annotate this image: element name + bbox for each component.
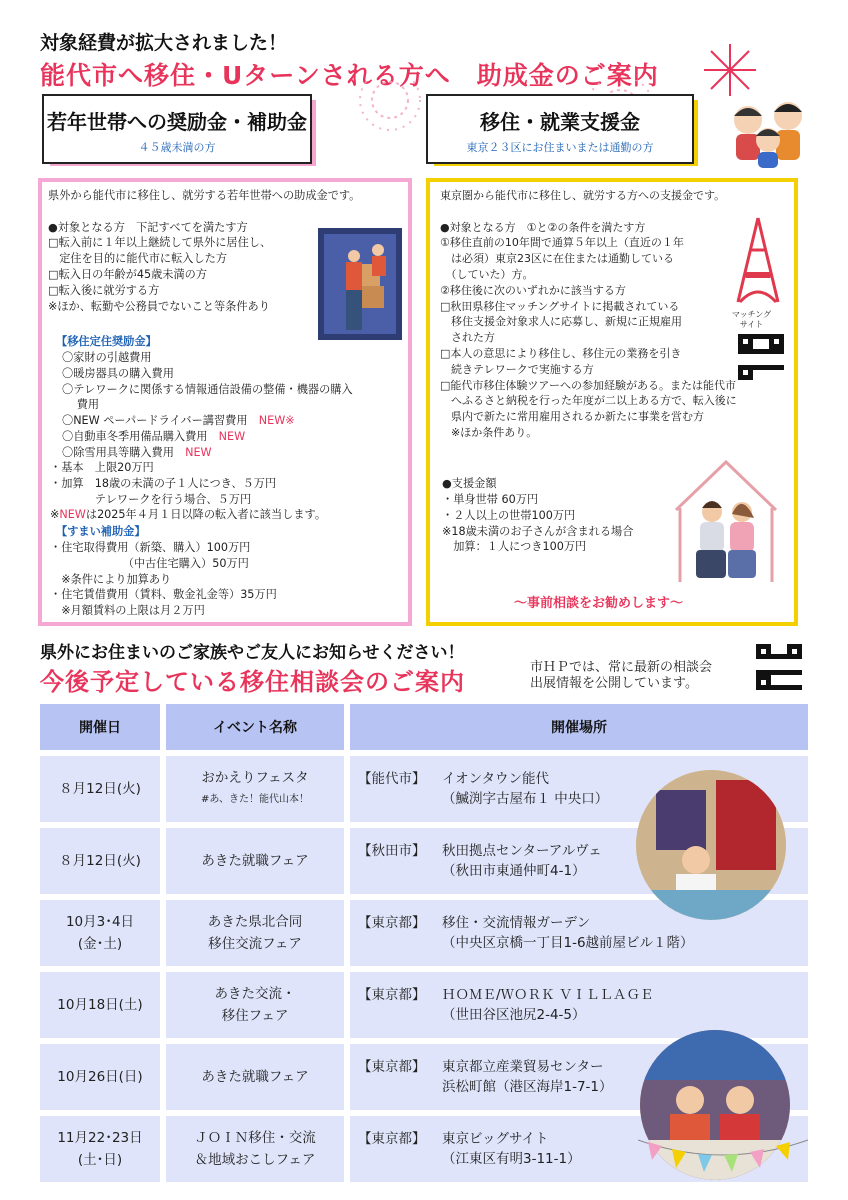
event-place-line: 移住・交流情報ガーデン (442, 915, 591, 931)
right-line (440, 204, 737, 220)
left-line: 県外から能代市に移住し、就労する若年世帯への助成金です。 (48, 189, 361, 202)
new-badge: NEW (185, 445, 212, 459)
left-line: □転入後に就労する方 (48, 283, 160, 297)
panel-employment-support (426, 178, 798, 626)
event-place-line: 浜松町館（港区海岸1-7-1） (442, 1079, 613, 1095)
tab-right (426, 94, 694, 164)
event-date-line: ８月12日(火) (59, 853, 141, 869)
event-name-line: 移住フェア (221, 1008, 289, 1024)
column-header: 開催場所 (350, 704, 808, 750)
housing-header: 【すまい補助金】 (56, 525, 146, 538)
right-line: 県内で新たに常用雇用されるか新たに事業を営む方 (440, 410, 704, 424)
event-place-line: （江東区有明3-11-1） (442, 1151, 581, 1167)
incentive-list (62, 350, 353, 461)
incentive-item: 〇テレワークに関係する情報通信設備の整備・機器の購入 (62, 382, 353, 396)
event-date-line: ８月12日(火) (59, 781, 141, 797)
right-line: （していた）方。 (440, 267, 534, 281)
tab-right-title: 移住・就業支援金 (480, 110, 640, 134)
new-note-badge: NEW (59, 508, 86, 522)
matching-site-qr-code[interactable] (738, 334, 784, 380)
column-header: 開催日 (40, 704, 160, 750)
housing-line: ・住宅取得費用（新築、購入）100万円 (50, 541, 251, 554)
event-name (160, 972, 350, 1038)
right-line: された方 (440, 331, 495, 345)
event-place-tag: 【東京都】 (358, 1059, 426, 1075)
event-place-line: （鰄渕字古屋布１ 中央口） (442, 791, 609, 807)
events-sub-title: 県外にお住まいのご家族やご友人にお知らせください！ (40, 643, 465, 663)
left-line: ●対象となる方 下記すべてを満たす方 (48, 220, 248, 234)
new-item-text: 〇自動車冬季用備品購入費用 (62, 429, 208, 443)
incentive-item-new (62, 445, 353, 461)
event-name-line: あきた就職フェア (201, 1069, 309, 1085)
support-amount-line: ・２人以上の世帯100万円 (442, 508, 576, 522)
events-main-title: 今後予定している移住相談会のご案内 (40, 668, 465, 696)
event-date (40, 900, 160, 966)
event-date-line: (土･日) (77, 1152, 123, 1168)
right-line: ①移住直前の10年間で通算５年以上（直近の１年 (440, 236, 684, 250)
tab-right-sub: 東京２３区にお住まいまたは通勤の方 (466, 141, 654, 154)
event-name-line: #あ、きた！能代山本！ (201, 794, 309, 805)
event-place-line: ＨＯＭＥ/ＷＯＲＫ ＶＩＬＬＡＧＥ (442, 987, 654, 1003)
right-line: 東京圏から能代市に移住し、就労する方への支援金です。 (440, 189, 726, 202)
matching-site-label: マッチング サイト (732, 310, 772, 329)
tab-left (42, 94, 312, 164)
event-name (160, 1116, 350, 1182)
hp-note-line: 出展情報を公開しています。 (530, 676, 698, 691)
right-line: へふるさと納税を行った年度が二以上ある方で、転入後に (440, 394, 737, 408)
right-line: 移住支援金対象求人に応募し、新規に正規雇用 (440, 315, 682, 329)
housing-list (50, 540, 277, 619)
left-line: □転入日の年齢が45歳未満の方 (48, 267, 208, 281)
event-place-line: （世田谷区池尻2-4-5） (442, 1007, 586, 1023)
left-line: 定住を目的に能代市に転入した方 (48, 252, 228, 266)
hp-note-line: 市ＨＰでは、常に最新の相談会 (530, 660, 713, 675)
event-place-tag: 【東京都】 (358, 987, 426, 1003)
event-place-line: 東京都立産業貿易センター (442, 1059, 604, 1075)
support-amount-line: 加算：１人につき100万円 (442, 540, 587, 554)
header-small-title: 対象経費が拡大されました！ (40, 32, 288, 54)
right-amount-list (442, 492, 633, 555)
event-name (160, 900, 350, 966)
right-line: 続きテレワークで実施する方 (440, 362, 594, 376)
event-name-line: 移住交流フェア (208, 936, 302, 952)
new-note-rest: は2025年４月１日以降の転入者に該当します。 (85, 508, 327, 522)
tab-left-title: 若年世帯への奨励金・補助金 (47, 110, 307, 134)
event-name (160, 756, 350, 822)
new-note (50, 507, 326, 523)
event-date-line: 10月18日(土) (57, 997, 143, 1013)
event-name-line: あきた県北合同 (207, 914, 303, 930)
qr-module (797, 685, 802, 690)
event-date-line: 10月3･4日 (65, 914, 135, 930)
incentive-header: 【移住定住奨励金】 (56, 335, 157, 348)
housing-line: ※条件により加算あり (50, 572, 172, 586)
event-date (40, 756, 160, 822)
incentive-item-new (62, 413, 353, 429)
event-place (350, 972, 808, 1038)
event-place-line: （中央区京橋一丁目1-6越前屋ビル１階） (442, 935, 694, 951)
left-line: ※ほか、転勤や公務員でないこと等条件あり (48, 299, 270, 313)
event-name (160, 828, 350, 894)
event-name-line: おかえりフェスタ (201, 770, 309, 786)
event-place-tag: 【東京都】 (358, 915, 426, 931)
event-date (40, 1044, 160, 1110)
city-hp-qr-code[interactable] (756, 644, 802, 690)
right-amount-header: ●支援金額 (442, 477, 497, 490)
panel-youth-subsidy (38, 178, 412, 626)
new-item-text: 〇除雪用具等購入費用 (62, 445, 174, 459)
tab-left-sub: ４５歳未満の方 (138, 141, 216, 154)
consult-recommendation: ～事前相談をお勧めします～ (514, 596, 684, 611)
right-line: ※ほか条件あり。 (440, 425, 538, 439)
amount-line: ・基本 上限20万円 (50, 461, 154, 474)
event-place-line: イオンタウン能代 (442, 771, 550, 787)
event-date (40, 972, 160, 1038)
event-place-tag: 【能代市】 (358, 771, 426, 787)
hp-note (530, 660, 712, 692)
event-place-line: （秋田市東通仲町4-1） (442, 863, 586, 879)
left-line (48, 204, 360, 220)
incentive-item: 〇家財の引越費用 (62, 351, 152, 364)
event-name (160, 1044, 350, 1110)
event-name-line: あきた交流・ (214, 986, 296, 1002)
event-place-line: 東京ビッグサイト (442, 1131, 549, 1147)
right-line: □秋田県移住マッチングサイトに掲載されている (440, 299, 680, 313)
left-line: □転入前に１年以上継続して県外に居住し、 (48, 236, 272, 250)
new-item-text: 〇NEW ペーパードライバー講習費用 (62, 414, 248, 428)
event-date-line: 10月26日(日) (57, 1069, 143, 1085)
right-line: は必須）東京23区に在住または通勤している (440, 252, 674, 266)
event-name-line: あきた就職フェア (201, 853, 309, 869)
event-date (40, 1116, 160, 1182)
event-name-line: ＪＯＩＮ移住・交流 (194, 1130, 316, 1146)
event-photo-booth (636, 770, 786, 920)
incentive-item-new (62, 429, 353, 445)
housing-line: ※月額賃料の上限は月２万円 (50, 604, 205, 618)
new-note-prefix: ※ (50, 508, 60, 522)
event-place-tag: 【東京都】 (358, 1131, 426, 1147)
housing-line: ・住宅賃借費用（賃料、敷金礼金等）35万円 (50, 588, 277, 602)
event-row (40, 972, 808, 1038)
amount-line: テレワークを行う場合、５万円 (50, 492, 252, 506)
event-date-line: (金･土) (77, 936, 123, 952)
photo-booth-scene (636, 770, 786, 920)
incentive-item: 〇暖房器具の購入費用 (62, 366, 174, 380)
support-amount-line: ・単身世帯 60万円 (442, 493, 539, 506)
right-line: □能代市移住体験ツアーへの参加経験がある。または能代市 (440, 378, 737, 392)
right-lines (440, 188, 737, 441)
amount-line: ・加算 18歳の未満の子１人につき、５万円 (50, 476, 277, 490)
couple-house-illustration (670, 454, 782, 586)
event-place-line: 秋田拠点センターアルヴェ (442, 843, 602, 859)
event-name-line: ＆地域おこしフェア (194, 1152, 316, 1168)
right-line: ●対象となる方 ①と②の条件を満たす方 (440, 220, 646, 234)
qr-module (779, 375, 784, 380)
incentive-amounts (50, 460, 326, 523)
movers-illustration (318, 220, 402, 340)
bunting-decoration (638, 1130, 808, 1190)
children-illustration (718, 90, 818, 170)
new-badge: NEW (218, 429, 246, 443)
column-header: イベント名称 (160, 704, 350, 750)
header-main-title: 能代市へ移住・Uターンされる方へ 助成金のご案内 (40, 61, 659, 90)
events-table-header (40, 704, 808, 750)
support-amount-line: ※18歳未満のお子さんが含まれる場合 (442, 524, 634, 538)
tokyo-tower-illustration (726, 216, 790, 304)
incentive-item: 費用 (62, 398, 100, 412)
event-place-tag: 【秋田市】 (358, 843, 426, 859)
right-line: □本人の意思により移住し、移住元の業務を引き (440, 346, 682, 360)
new-badge: NEW※ (258, 414, 295, 428)
event-date (40, 828, 160, 894)
housing-line: （中古住宅購入）50万円 (50, 556, 249, 570)
event-date-line: 11月22･23日 (57, 1130, 143, 1146)
left-intro-lines (48, 188, 360, 314)
right-line: ②移住後に次のいずれかに該当する方 (440, 283, 626, 297)
